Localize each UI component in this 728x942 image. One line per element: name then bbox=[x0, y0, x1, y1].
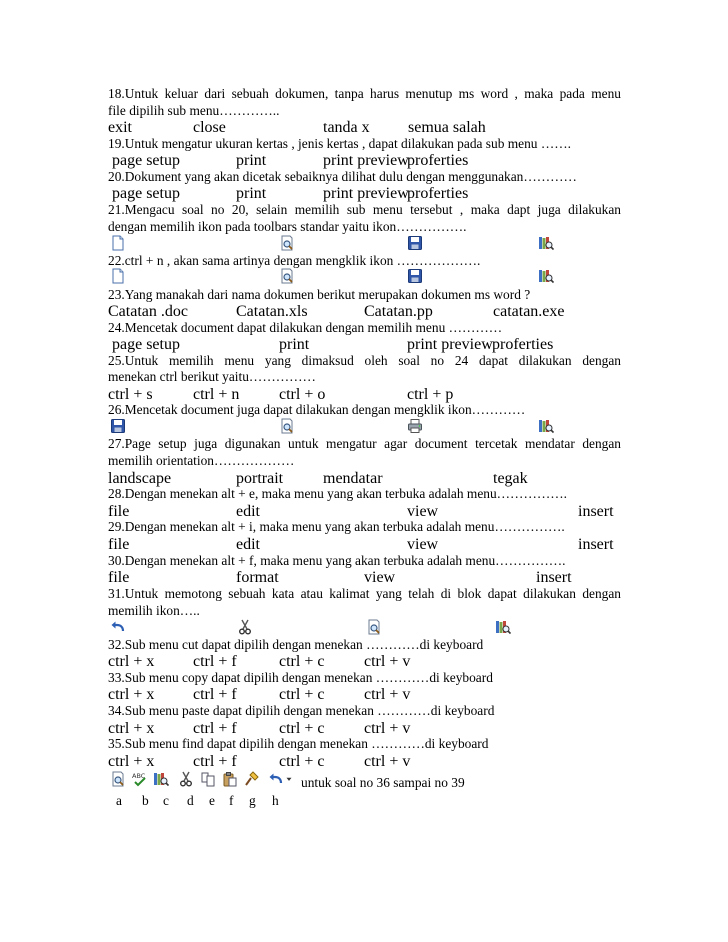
toolbar-caption: untuk soal no 36 sampai no 39 bbox=[301, 775, 465, 790]
letter-h: h bbox=[272, 793, 279, 808]
option-d: tegak bbox=[493, 470, 528, 487]
option-c: view bbox=[407, 536, 439, 553]
option-b: format bbox=[236, 569, 279, 586]
question-23-text: 23.Yang manakah dari nama dokumen berikut merupakan dokumen ms word ? bbox=[108, 287, 531, 302]
option-c: view bbox=[364, 569, 396, 586]
option-d: catatan.exe bbox=[493, 303, 565, 320]
print-preview-icon bbox=[279, 268, 295, 284]
undo-icon bbox=[110, 619, 126, 635]
question-29-text: 29.Dengan menekan alt + i, maka menu yang akan terbuka adalah menu……………. bbox=[108, 519, 565, 534]
question-21-text: 21.Mengacu soal no 20, selain memilih sub menu tersebut , maka dapt juga dilakukan bbox=[108, 202, 621, 217]
option-b: edit bbox=[236, 503, 260, 520]
question-28-text: 28.Dengan menekan alt + e, maka menu yang akan terbuka adalah menu……………. bbox=[108, 486, 567, 501]
option-d: insert bbox=[578, 503, 614, 520]
question-24-options bbox=[0, 336, 728, 354]
option-c: ctrl + c bbox=[279, 653, 325, 670]
option-c: ctrl + o bbox=[279, 386, 326, 403]
question-25-text: 25.Untuk memilih menu yang dimaksud oleh soal no 24 dapat dilakukan dengan bbox=[108, 353, 621, 368]
option-b: Catatan.xls bbox=[236, 303, 308, 320]
undo-icon bbox=[268, 771, 284, 787]
question-24-text: 24.Mencetak document dapat dilakukan dengan memilih menu ………… bbox=[108, 320, 503, 335]
question-33-options bbox=[0, 686, 728, 704]
option-d: ctrl + v bbox=[364, 686, 411, 703]
option-c: print preview bbox=[323, 152, 409, 169]
print-preview-icon bbox=[110, 771, 126, 787]
option-a: ctrl + x bbox=[108, 720, 155, 737]
option-b: print bbox=[236, 185, 267, 202]
paste-icon bbox=[222, 771, 238, 787]
option-d: proferties bbox=[407, 185, 469, 202]
option-b: ctrl + f bbox=[193, 686, 237, 703]
print-preview-icon bbox=[366, 619, 382, 635]
question-27-text-cont: memilih orientation……………… bbox=[108, 453, 295, 468]
letter-e: e bbox=[209, 793, 215, 808]
question-18-text-cont: file dipilih sub menu………….. bbox=[108, 103, 280, 118]
question-35-options bbox=[0, 753, 728, 771]
option-b: ctrl + f bbox=[193, 753, 237, 770]
question-21-text-cont: dengan memilih ikon pada toolbars standar yaitu ikon……………. bbox=[108, 219, 467, 234]
question-29-options bbox=[0, 536, 728, 554]
option-a: page setup bbox=[112, 336, 180, 353]
question-31-text: 31.Untuk memotong sebuah kata atau kalimat yang telah di blok dapat dilakukan dengan bbox=[108, 586, 621, 601]
option-c: print preview bbox=[407, 336, 493, 353]
option-c: tanda x bbox=[323, 119, 370, 136]
print-preview-icon bbox=[279, 418, 295, 434]
copy-icon bbox=[200, 771, 216, 787]
option-d: ctrl + v bbox=[364, 753, 411, 770]
option-d: insert bbox=[578, 536, 614, 553]
option-c: ctrl + c bbox=[279, 720, 325, 737]
question-26-text: 26.Mencetak document juga dapat dilakukan dengan mengklik ikon………… bbox=[108, 402, 526, 417]
option-d: proferties bbox=[492, 336, 554, 353]
letter-c: c bbox=[163, 793, 169, 808]
question-26-icon-options bbox=[0, 418, 728, 436]
option-a: file bbox=[108, 569, 130, 586]
option-a: file bbox=[108, 536, 130, 553]
question-32-text: 32.Sub menu cut dapat dipilih dengan menekan …………di keyboard bbox=[108, 637, 484, 652]
question-30-options bbox=[0, 569, 728, 587]
research-icon bbox=[538, 418, 554, 434]
question-22-icon-options bbox=[0, 268, 728, 286]
question-22-text: 22.ctrl + n , akan sama artinya dengan mengklik ikon ………………. bbox=[108, 253, 481, 268]
option-c: print preview bbox=[323, 185, 409, 202]
question-18-options bbox=[0, 119, 728, 137]
print-preview-icon bbox=[279, 235, 295, 251]
cut-icon bbox=[178, 771, 194, 787]
new-document-icon bbox=[110, 235, 126, 251]
research-icon bbox=[495, 619, 511, 635]
option-a: Catatan .doc bbox=[108, 303, 188, 320]
toolbar-letters bbox=[0, 793, 728, 811]
letter-d: d bbox=[187, 793, 194, 808]
option-a: page setup bbox=[112, 185, 180, 202]
spelling-icon bbox=[132, 771, 148, 787]
letter-g: g bbox=[249, 793, 256, 808]
option-b: print bbox=[236, 152, 267, 169]
save-icon bbox=[110, 418, 126, 434]
toolbar-strip bbox=[0, 771, 728, 789]
printer-icon bbox=[407, 418, 423, 434]
option-c: ctrl + c bbox=[279, 753, 325, 770]
option-b: ctrl + f bbox=[193, 720, 237, 737]
question-19-text: 19.Untuk mengatur ukuran kertas , jenis kertas , dapat dilakukan pada sub menu ……. bbox=[108, 136, 571, 151]
option-c: mendatar bbox=[323, 470, 383, 487]
question-19-options bbox=[0, 152, 728, 170]
question-25-text-cont: menekan ctrl berikut yaitu…………… bbox=[108, 369, 316, 384]
question-32-options bbox=[0, 653, 728, 671]
question-20-text: 20.Dokument yang akan dicetak sebaiknya dilihat dulu dengan menggunakan………… bbox=[108, 169, 577, 184]
option-b: print bbox=[279, 336, 310, 353]
question-30-text: 30.Dengan menekan alt + f, maka menu yang akan terbuka adalah menu……………. bbox=[108, 553, 566, 568]
option-a: file bbox=[108, 503, 130, 520]
format-painter-icon bbox=[244, 771, 260, 787]
option-b: portrait bbox=[236, 470, 284, 487]
option-a: ctrl + x bbox=[108, 753, 155, 770]
question-35-text: 35.Sub menu find dapat dipilih dengan menekan …………di keyboard bbox=[108, 736, 489, 751]
option-d: insert bbox=[536, 569, 572, 586]
question-31-text-cont: memilih ikon….. bbox=[108, 603, 200, 618]
question-34-text: 34.Sub menu paste dapat dipilih dengan menekan …………di keyboard bbox=[108, 703, 495, 718]
option-c: ctrl + c bbox=[279, 686, 325, 703]
cut-icon bbox=[237, 619, 253, 635]
option-b: edit bbox=[236, 536, 260, 553]
option-d: ctrl + v bbox=[364, 653, 411, 670]
question-18-text: 18.Untuk keluar dari sebuah dokumen, tanpa harus menutup ms word , maka pada menu bbox=[108, 86, 621, 101]
question-21-icon-options bbox=[0, 235, 728, 253]
save-icon bbox=[407, 235, 423, 251]
option-d: ctrl + p bbox=[407, 386, 454, 403]
research-icon bbox=[538, 235, 554, 251]
option-a: ctrl + x bbox=[108, 653, 155, 670]
new-document-icon bbox=[110, 268, 126, 284]
option-c: Catatan.pp bbox=[364, 303, 433, 320]
option-a: ctrl + x bbox=[108, 686, 155, 703]
letter-a: a bbox=[116, 793, 122, 808]
option-b: ctrl + f bbox=[193, 653, 237, 670]
option-d: proferties bbox=[407, 152, 469, 169]
letter-f: f bbox=[229, 793, 234, 808]
question-23-options bbox=[0, 303, 728, 321]
option-a: ctrl + s bbox=[108, 386, 153, 403]
option-a: page setup bbox=[112, 152, 180, 169]
save-icon bbox=[407, 268, 423, 284]
letter-b: b bbox=[142, 793, 149, 808]
question-33-text: 33.Sub menu copy dapat dipilih dengan menekan …………di keyboard bbox=[108, 670, 493, 685]
option-d: ctrl + v bbox=[364, 720, 411, 737]
option-a: exit bbox=[108, 119, 132, 136]
option-b: ctrl + n bbox=[193, 386, 240, 403]
option-d: semua salah bbox=[408, 119, 486, 136]
question-27-text: 27.Page setup juga digunakan untuk mengatur agar document tercetak mendatar dengan bbox=[108, 436, 621, 451]
option-a: landscape bbox=[108, 470, 172, 487]
research-icon bbox=[538, 268, 554, 284]
question-31-icon-options bbox=[0, 619, 728, 637]
dropdown-arrow-icon bbox=[284, 771, 294, 787]
option-c: view bbox=[407, 503, 439, 520]
research-icon bbox=[153, 771, 169, 787]
question-20-options bbox=[0, 185, 728, 203]
option-b: close bbox=[193, 119, 226, 136]
